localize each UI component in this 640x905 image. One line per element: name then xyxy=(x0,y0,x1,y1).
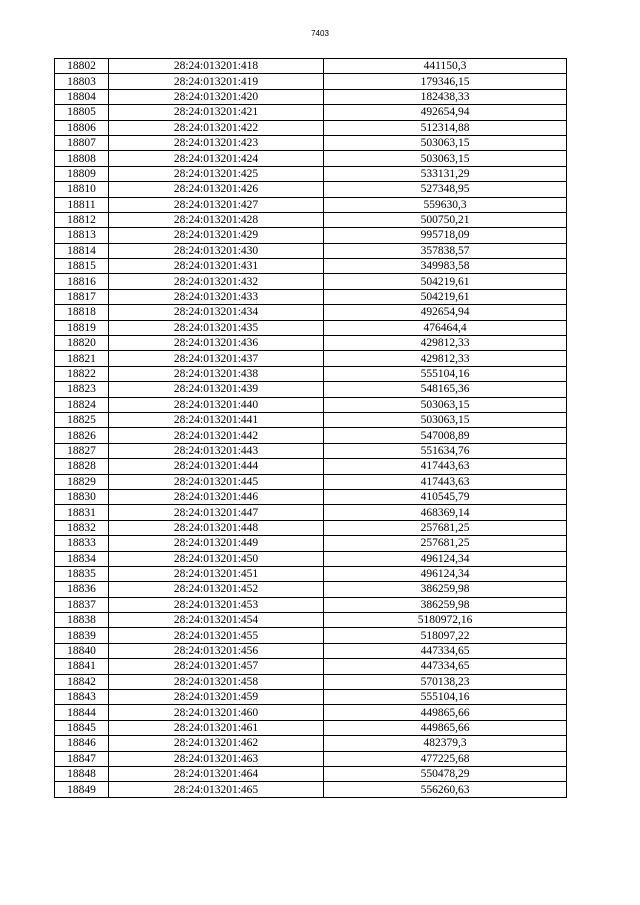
cadastral-number-cell: 28:24:013201:444 xyxy=(109,459,324,474)
row-number-cell: 18830 xyxy=(55,489,109,504)
cadastral-number-cell: 28:24:013201:435 xyxy=(109,320,324,335)
value-cell: 441150,3 xyxy=(324,59,567,74)
value-cell: 496124,34 xyxy=(324,551,567,566)
cadastral-number-cell: 28:24:013201:452 xyxy=(109,582,324,597)
table-row xyxy=(55,443,567,458)
row-number-cell: 18832 xyxy=(55,520,109,535)
value-cell: 429812,33 xyxy=(324,336,567,351)
value-cell: 482379,3 xyxy=(324,736,567,751)
table-row xyxy=(55,305,567,320)
row-number-cell: 18840 xyxy=(55,643,109,658)
value-cell: 559630,3 xyxy=(324,197,567,212)
cadastral-number-cell: 28:24:013201:460 xyxy=(109,705,324,720)
cadastral-number-cell: 28:24:013201:451 xyxy=(109,566,324,581)
cadastral-number-cell: 28:24:013201:459 xyxy=(109,690,324,705)
row-number-cell: 18834 xyxy=(55,551,109,566)
cadastral-number-cell: 28:24:013201:443 xyxy=(109,443,324,458)
table-row xyxy=(55,428,567,443)
row-number-cell: 18837 xyxy=(55,597,109,612)
value-cell: 468369,14 xyxy=(324,505,567,520)
row-number-cell: 18815 xyxy=(55,259,109,274)
row-number-cell: 18819 xyxy=(55,320,109,335)
value-cell: 504219,61 xyxy=(324,274,567,289)
cadastral-number-cell: 28:24:013201:441 xyxy=(109,412,324,427)
cadastral-number-cell: 28:24:013201:440 xyxy=(109,397,324,412)
cadastral-number-cell: 28:24:013201:421 xyxy=(109,105,324,120)
value-cell: 503063,15 xyxy=(324,412,567,427)
table-row xyxy=(55,536,567,551)
row-number-cell: 18808 xyxy=(55,151,109,166)
table-row xyxy=(55,105,567,120)
row-number-cell: 18825 xyxy=(55,412,109,427)
row-number-cell: 18812 xyxy=(55,212,109,227)
row-number-cell: 18849 xyxy=(55,782,109,797)
cadastral-number-cell: 28:24:013201:424 xyxy=(109,151,324,166)
table-row xyxy=(55,597,567,612)
table-row xyxy=(55,628,567,643)
value-cell: 547008,89 xyxy=(324,428,567,443)
table-row xyxy=(55,520,567,535)
row-number-cell: 18821 xyxy=(55,351,109,366)
cadastral-number-cell: 28:24:013201:418 xyxy=(109,59,324,74)
cadastral-number-cell: 28:24:013201:445 xyxy=(109,474,324,489)
table-row xyxy=(55,89,567,104)
table-body xyxy=(55,59,567,798)
cadastral-number-cell: 28:24:013201:423 xyxy=(109,135,324,150)
cadastral-number-cell: 28:24:013201:453 xyxy=(109,597,324,612)
value-cell: 555104,16 xyxy=(324,690,567,705)
value-cell: 182438,33 xyxy=(324,89,567,104)
value-cell: 410545,79 xyxy=(324,489,567,504)
table-row xyxy=(55,397,567,412)
table-row xyxy=(55,613,567,628)
row-number-cell: 18804 xyxy=(55,89,109,104)
cadastral-number-cell: 28:24:013201:429 xyxy=(109,228,324,243)
table-row xyxy=(55,320,567,335)
value-cell: 518097,22 xyxy=(324,628,567,643)
table-row xyxy=(55,474,567,489)
value-cell: 527348,95 xyxy=(324,182,567,197)
table-row xyxy=(55,74,567,89)
table-row xyxy=(55,643,567,658)
cadastral-number-cell: 28:24:013201:434 xyxy=(109,305,324,320)
cadastral-number-cell: 28:24:013201:433 xyxy=(109,289,324,304)
value-cell: 500750,21 xyxy=(324,212,567,227)
cadastral-number-cell: 28:24:013201:446 xyxy=(109,489,324,504)
row-number-cell: 18846 xyxy=(55,736,109,751)
page-number: 7403 xyxy=(311,29,329,38)
value-cell: 5180972,16 xyxy=(324,613,567,628)
value-cell: 349983,58 xyxy=(324,259,567,274)
table-row xyxy=(55,212,567,227)
cadastral-number-cell: 28:24:013201:448 xyxy=(109,520,324,535)
row-number-cell: 18813 xyxy=(55,228,109,243)
row-number-cell: 18831 xyxy=(55,505,109,520)
row-number-cell: 18824 xyxy=(55,397,109,412)
value-cell: 503063,15 xyxy=(324,397,567,412)
row-number-cell: 18810 xyxy=(55,182,109,197)
table-row xyxy=(55,782,567,797)
value-cell: 503063,15 xyxy=(324,135,567,150)
table-row xyxy=(55,197,567,212)
value-cell: 496124,34 xyxy=(324,566,567,581)
cadastral-number-cell: 28:24:013201:428 xyxy=(109,212,324,227)
table-row xyxy=(55,366,567,381)
value-cell: 570138,23 xyxy=(324,674,567,689)
value-cell: 447334,65 xyxy=(324,643,567,658)
table-row xyxy=(55,336,567,351)
row-number-cell: 18844 xyxy=(55,705,109,720)
value-cell: 429812,33 xyxy=(324,351,567,366)
table-row xyxy=(55,382,567,397)
row-number-cell: 18833 xyxy=(55,536,109,551)
table-row xyxy=(55,166,567,181)
value-cell: 417443,63 xyxy=(324,474,567,489)
value-cell: 556260,63 xyxy=(324,782,567,797)
value-cell: 504219,61 xyxy=(324,289,567,304)
table-row xyxy=(55,274,567,289)
cadastral-number-cell: 28:24:013201:465 xyxy=(109,782,324,797)
row-number-cell: 18845 xyxy=(55,720,109,735)
table-row xyxy=(55,551,567,566)
table-row xyxy=(55,459,567,474)
table-row xyxy=(55,489,567,504)
cadastral-number-cell: 28:24:013201:420 xyxy=(109,89,324,104)
value-cell: 492654,94 xyxy=(324,305,567,320)
cadastral-number-cell: 28:24:013201:425 xyxy=(109,166,324,181)
row-number-cell: 18823 xyxy=(55,382,109,397)
cadastral-number-cell: 28:24:013201:455 xyxy=(109,628,324,643)
cadastral-number-cell: 28:24:013201:432 xyxy=(109,274,324,289)
table-row xyxy=(55,705,567,720)
row-number-cell: 18807 xyxy=(55,135,109,150)
row-number-cell: 18805 xyxy=(55,105,109,120)
value-cell: 551634,76 xyxy=(324,443,567,458)
value-cell: 503063,15 xyxy=(324,151,567,166)
table-row xyxy=(55,59,567,74)
cadastral-number-cell: 28:24:013201:456 xyxy=(109,643,324,658)
cadastral-number-cell: 28:24:013201:438 xyxy=(109,366,324,381)
table-row xyxy=(55,566,567,581)
row-number-cell: 18811 xyxy=(55,197,109,212)
row-number-cell: 18848 xyxy=(55,766,109,781)
cadastral-number-cell: 28:24:013201:419 xyxy=(109,74,324,89)
cadastral-value-table xyxy=(54,58,567,798)
table-row xyxy=(55,751,567,766)
value-cell: 386259,98 xyxy=(324,597,567,612)
value-cell: 257681,25 xyxy=(324,536,567,551)
cadastral-number-cell: 28:24:013201:450 xyxy=(109,551,324,566)
table-row xyxy=(55,674,567,689)
value-cell: 257681,25 xyxy=(324,520,567,535)
value-cell: 492654,94 xyxy=(324,105,567,120)
value-cell: 386259,98 xyxy=(324,582,567,597)
cadastral-number-cell: 28:24:013201:430 xyxy=(109,243,324,258)
cadastral-number-cell: 28:24:013201:422 xyxy=(109,120,324,135)
value-cell: 555104,16 xyxy=(324,366,567,381)
cadastral-number-cell: 28:24:013201:461 xyxy=(109,720,324,735)
table-row xyxy=(55,766,567,781)
row-number-cell: 18820 xyxy=(55,336,109,351)
row-number-cell: 18817 xyxy=(55,289,109,304)
row-number-cell: 18814 xyxy=(55,243,109,258)
value-cell: 417443,63 xyxy=(324,459,567,474)
cadastral-number-cell: 28:24:013201:427 xyxy=(109,197,324,212)
row-number-cell: 18822 xyxy=(55,366,109,381)
table-row xyxy=(55,228,567,243)
table-row xyxy=(55,690,567,705)
row-number-cell: 18827 xyxy=(55,443,109,458)
cadastral-number-cell: 28:24:013201:426 xyxy=(109,182,324,197)
row-number-cell: 18803 xyxy=(55,74,109,89)
value-cell: 533131,29 xyxy=(324,166,567,181)
value-cell: 995718,09 xyxy=(324,228,567,243)
row-number-cell: 18838 xyxy=(55,613,109,628)
value-cell: 476464,4 xyxy=(324,320,567,335)
value-cell: 512314,88 xyxy=(324,120,567,135)
table-row xyxy=(55,582,567,597)
cadastral-number-cell: 28:24:013201:464 xyxy=(109,766,324,781)
cadastral-number-cell: 28:24:013201:437 xyxy=(109,351,324,366)
cadastral-number-cell: 28:24:013201:454 xyxy=(109,613,324,628)
value-cell: 548165,36 xyxy=(324,382,567,397)
cadastral-number-cell: 28:24:013201:458 xyxy=(109,674,324,689)
cadastral-number-cell: 28:24:013201:431 xyxy=(109,259,324,274)
cadastral-number-cell: 28:24:013201:447 xyxy=(109,505,324,520)
table-row xyxy=(55,289,567,304)
table-row xyxy=(55,736,567,751)
row-number-cell: 18818 xyxy=(55,305,109,320)
cadastral-number-cell: 28:24:013201:462 xyxy=(109,736,324,751)
value-cell: 179346,15 xyxy=(324,74,567,89)
value-cell: 447334,65 xyxy=(324,659,567,674)
row-number-cell: 18828 xyxy=(55,459,109,474)
row-number-cell: 18829 xyxy=(55,474,109,489)
table-row xyxy=(55,151,567,166)
row-number-cell: 18847 xyxy=(55,751,109,766)
table-row xyxy=(55,351,567,366)
cadastral-number-cell: 28:24:013201:463 xyxy=(109,751,324,766)
cadastral-number-cell: 28:24:013201:442 xyxy=(109,428,324,443)
table-row xyxy=(55,412,567,427)
row-number-cell: 18802 xyxy=(55,59,109,74)
table-row xyxy=(55,243,567,258)
row-number-cell: 18809 xyxy=(55,166,109,181)
table-row xyxy=(55,182,567,197)
row-number-cell: 18839 xyxy=(55,628,109,643)
row-number-cell: 18816 xyxy=(55,274,109,289)
value-cell: 449865,66 xyxy=(324,705,567,720)
table-row xyxy=(55,135,567,150)
cadastral-number-cell: 28:24:013201:449 xyxy=(109,536,324,551)
row-number-cell: 18843 xyxy=(55,690,109,705)
row-number-cell: 18836 xyxy=(55,582,109,597)
cadastral-number-cell: 28:24:013201:436 xyxy=(109,336,324,351)
table-row xyxy=(55,720,567,735)
table-row xyxy=(55,659,567,674)
row-number-cell: 18806 xyxy=(55,120,109,135)
table-row xyxy=(55,120,567,135)
table-row xyxy=(55,259,567,274)
cadastral-number-cell: 28:24:013201:457 xyxy=(109,659,324,674)
row-number-cell: 18835 xyxy=(55,566,109,581)
value-cell: 357838,57 xyxy=(324,243,567,258)
value-cell: 449865,66 xyxy=(324,720,567,735)
table-row xyxy=(55,505,567,520)
value-cell: 477225,68 xyxy=(324,751,567,766)
value-cell: 550478,29 xyxy=(324,766,567,781)
row-number-cell: 18826 xyxy=(55,428,109,443)
row-number-cell: 18842 xyxy=(55,674,109,689)
cadastral-number-cell: 28:24:013201:439 xyxy=(109,382,324,397)
row-number-cell: 18841 xyxy=(55,659,109,674)
